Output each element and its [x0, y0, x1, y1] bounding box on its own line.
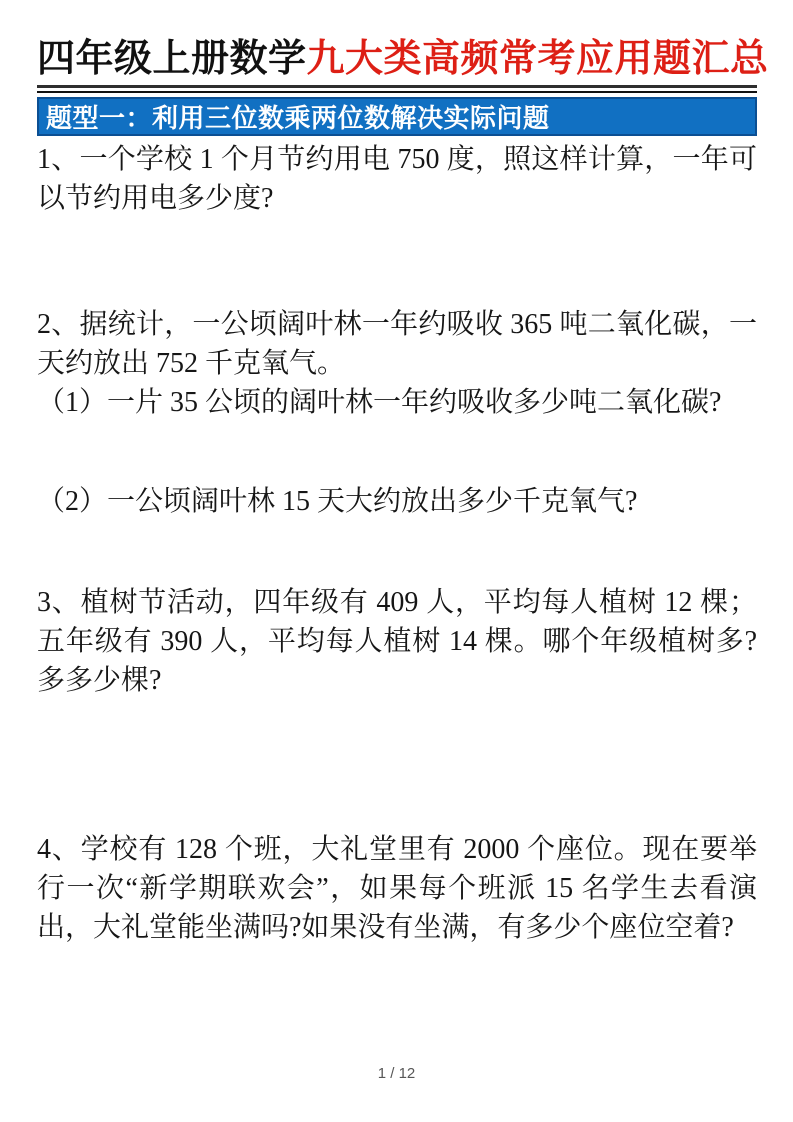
title-red-text: 九大类高频常考应用题汇总	[306, 38, 769, 80]
section-banner	[37, 97, 757, 136]
problem-1	[37, 140, 757, 218]
problem-2-text: 2、据统计，一公顷阔叶林一年约吸收 365 吨二氧化碳，一天约放出 752 千克氧气。	[37, 309, 757, 379]
page-content	[37, 0, 769, 947]
problem-1-text: 1、一个学校 1 个月节约用电 750 度，照这样计算，一年可以节约用电多少度?	[37, 144, 757, 214]
page-title	[37, 36, 769, 83]
problem-4	[37, 830, 757, 947]
problem-2-subpart-2: （2）一公顷阔叶林 15 天大约放出多少千克氧气?	[37, 486, 638, 517]
section-banner-label: 题型一：利用三位数乘两位数解决实际问题	[46, 104, 550, 133]
page-indicator: 1 / 12	[377, 1065, 416, 1082]
page-footer	[0, 1065, 793, 1082]
answer-space	[37, 422, 757, 482]
problem-2	[37, 305, 757, 521]
problem-3-text: 3、植树节活动，四年级有 409 人，平均每人植树 12 棵；五年级有 390 人，平均每人植树 14 棵。哪个年级植树多?多多少棵?	[37, 587, 757, 696]
problem-2-subpart-1: （1）一片 35 公顷的阔叶林一年约吸收多少吨二氧化碳?	[37, 387, 722, 418]
title-underline	[37, 85, 757, 93]
problem-4-text: 4、学校有 128 个班，大礼堂里有 2000 个座位。现在要举行一次“新学期联欢会”，如果每个班派 15 名学生去看演出，大礼堂能坐满吗?如果没有坐满，有多少个座位空着?	[37, 834, 757, 943]
problem-3	[37, 583, 757, 700]
title-black-text: 四年级上册数学	[37, 38, 307, 80]
answer-space	[37, 700, 757, 830]
answer-space	[37, 521, 757, 583]
